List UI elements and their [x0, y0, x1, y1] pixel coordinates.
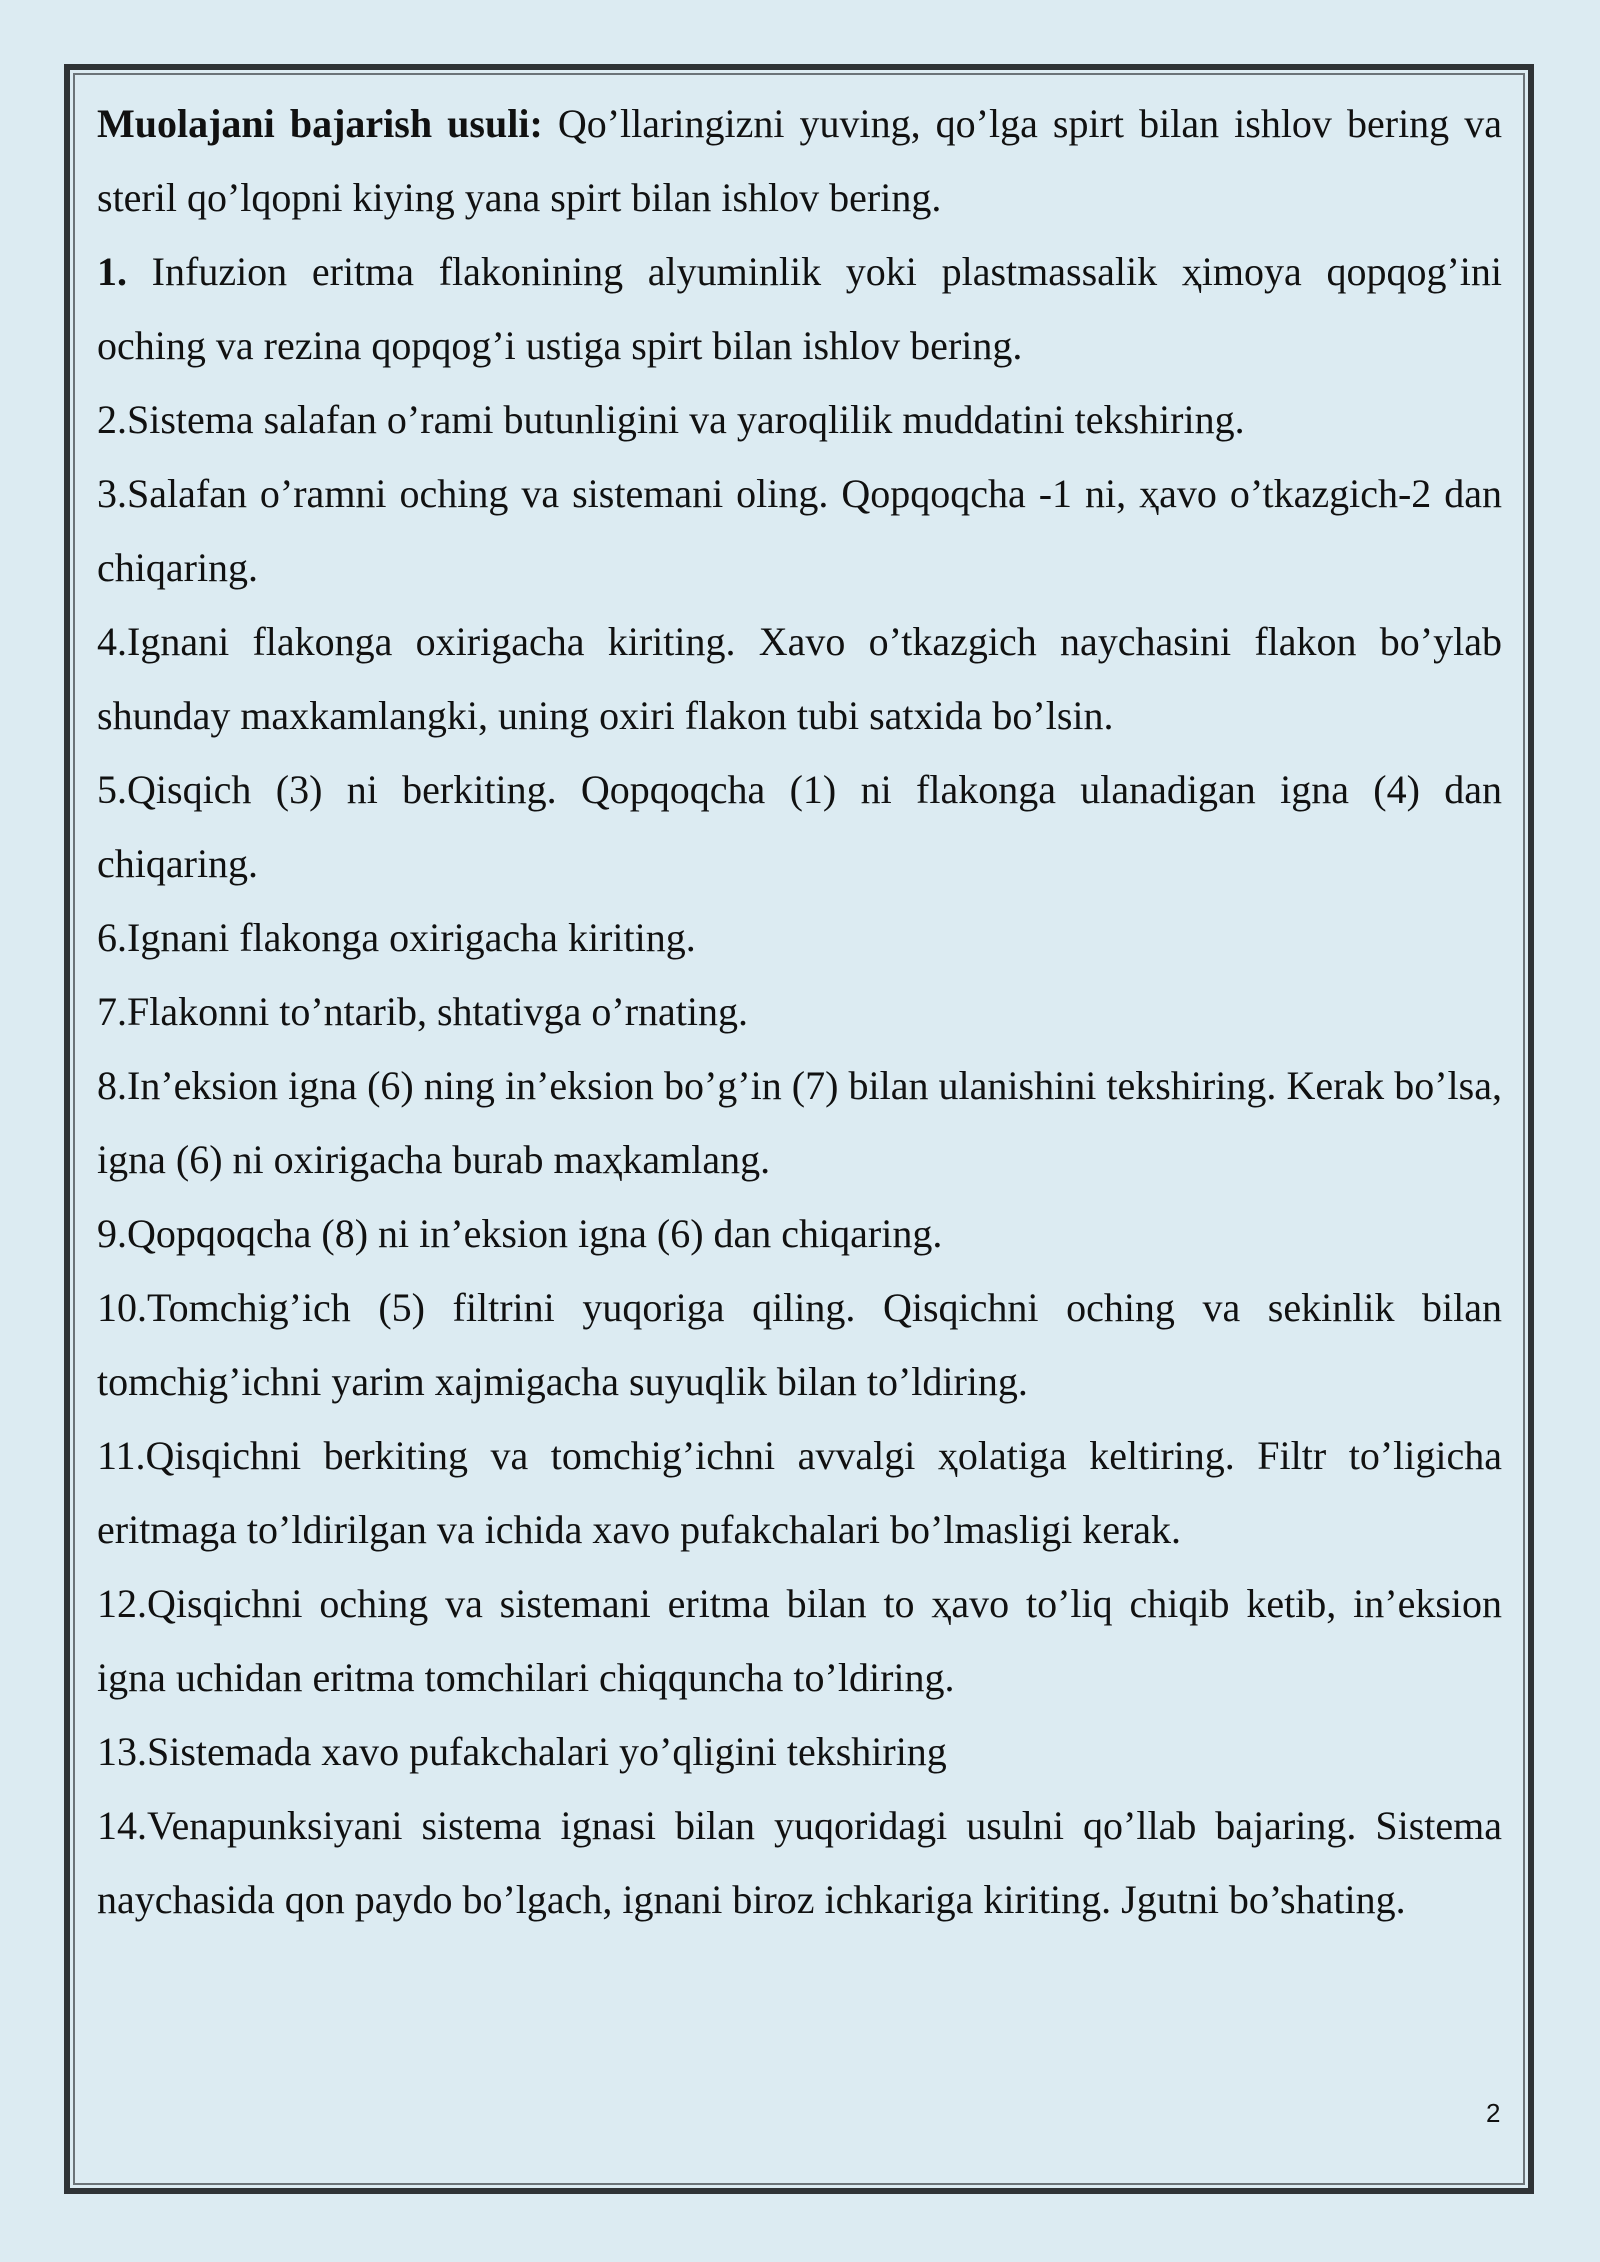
step-number: 7.: [97, 989, 127, 1034]
step-item: [97, 975, 1502, 1049]
step-text: Tomchig’ich (5) filtrini yuqoriga qiling. Qisqichni oching va sekinlik bilan tomchig’ichni yarim xajmigacha suyuqlik bilan to’ldiring.: [97, 1285, 1502, 1404]
step-number: 9.: [97, 1211, 127, 1256]
step-number: 13.: [97, 1729, 147, 1774]
step-number: 5.: [97, 767, 127, 812]
step-number: 3.: [97, 471, 127, 516]
step-number: 4.: [97, 619, 127, 664]
step-number: 10.: [97, 1285, 147, 1330]
step-number: 11.: [97, 1433, 146, 1478]
step-item: [97, 1197, 1502, 1271]
step-text: Sistema salafan o’rami butunligini va yaroqlilik muddatini tekshiring.: [127, 397, 1245, 442]
step-item: [97, 235, 1502, 383]
step-item: [97, 1715, 1502, 1789]
step-text: Ignani flakonga oxirigacha kiriting. Xavo o’tkazgich naychasini flakon bo’ylab shunday maxkamlangki, uning oxiri flakon tubi satxida bo’lsin.: [97, 619, 1502, 738]
document-body: [97, 87, 1502, 1937]
section-heading: Muolajani bajarish usuli:: [97, 101, 543, 146]
intro-paragraph: [97, 87, 1502, 235]
step-number: 2.: [97, 397, 127, 442]
step-number: 14.: [97, 1803, 147, 1848]
step-text: Qisqichni berkiting va tomchig’ichni avvalgi ҳolatiga keltiring. Filtr to’ligicha eritmaga to’ldirilgan va ichida xavo pufakchalari bo’lmasligi kerak.: [97, 1433, 1502, 1552]
step-text: Qisqich (3) ni berkiting. Qopqoqcha (1) ni flakonga ulanadigan igna (4) dan chiqaring.: [97, 767, 1502, 886]
step-text: Qisqichni oching va sistemani eritma bilan to ҳavo to’liq chiqib ketib, in’eksion igna uchidan eritma tomchilari chiqquncha to’ldiring.: [97, 1581, 1502, 1700]
step-item: [97, 1567, 1502, 1715]
step-text: In’eksion igna (6) ning in’eksion bo’g’in (7) bilan ulanishini tekshiring. Kerak bo’lsa, igna (6) ni oxirigacha burab maҳkamlang.: [97, 1063, 1502, 1182]
step-number: 12.: [97, 1581, 147, 1626]
step-item: [97, 901, 1502, 975]
step-text: Venapunksiyani sistema ignasi bilan yuqoridagi usulni qo’llab bajaring. Sistema naychasida qon paydo bo’lgach, ignani biroz ichkariga kiriting. Jgutni bo’shating.: [97, 1803, 1502, 1922]
step-number: 8.: [97, 1063, 127, 1108]
step-item: [97, 1049, 1502, 1197]
step-item: [97, 457, 1502, 605]
step-text: Salafan o’ramni oching va sistemani oling. Qopqoqcha -1 ni, ҳavo o’tkazgich-2 dan chiqaring.: [97, 471, 1502, 590]
step-item: [97, 753, 1502, 901]
step-item: [97, 1419, 1502, 1567]
step-text: Sistemada xavo pufakchalari yo’qligini tekshiring: [147, 1729, 947, 1774]
step-item: [97, 1271, 1502, 1419]
step-text: Infuzion eritma flakonining alyuminlik yoki plastmassalik ҳimoya qopqog’ini oching va rezina qopqog’i ustiga spirt bilan ishlov bering.: [97, 249, 1502, 368]
step-text: Ignani flakonga oxirigacha kiriting.: [127, 915, 696, 960]
step-item: [97, 1789, 1502, 1937]
step-item: [97, 605, 1502, 753]
page-number: 2: [1486, 2098, 1501, 2128]
step-item: [97, 383, 1502, 457]
step-text: Qopqoqcha (8) ni in’eksion igna (6) dan chiqaring.: [127, 1211, 943, 1256]
step-text: Flakonni to’ntarib, shtativga o’rnating.: [127, 989, 748, 1034]
step-number: 1.: [97, 249, 127, 294]
step-number: 6.: [97, 915, 127, 960]
intro-text: Qo’llaringizni yuving, qo’lga spirt bilan ishlov bering va steril qo’lqopni kiying yana spirt bilan ishlov bering.: [97, 101, 1502, 220]
